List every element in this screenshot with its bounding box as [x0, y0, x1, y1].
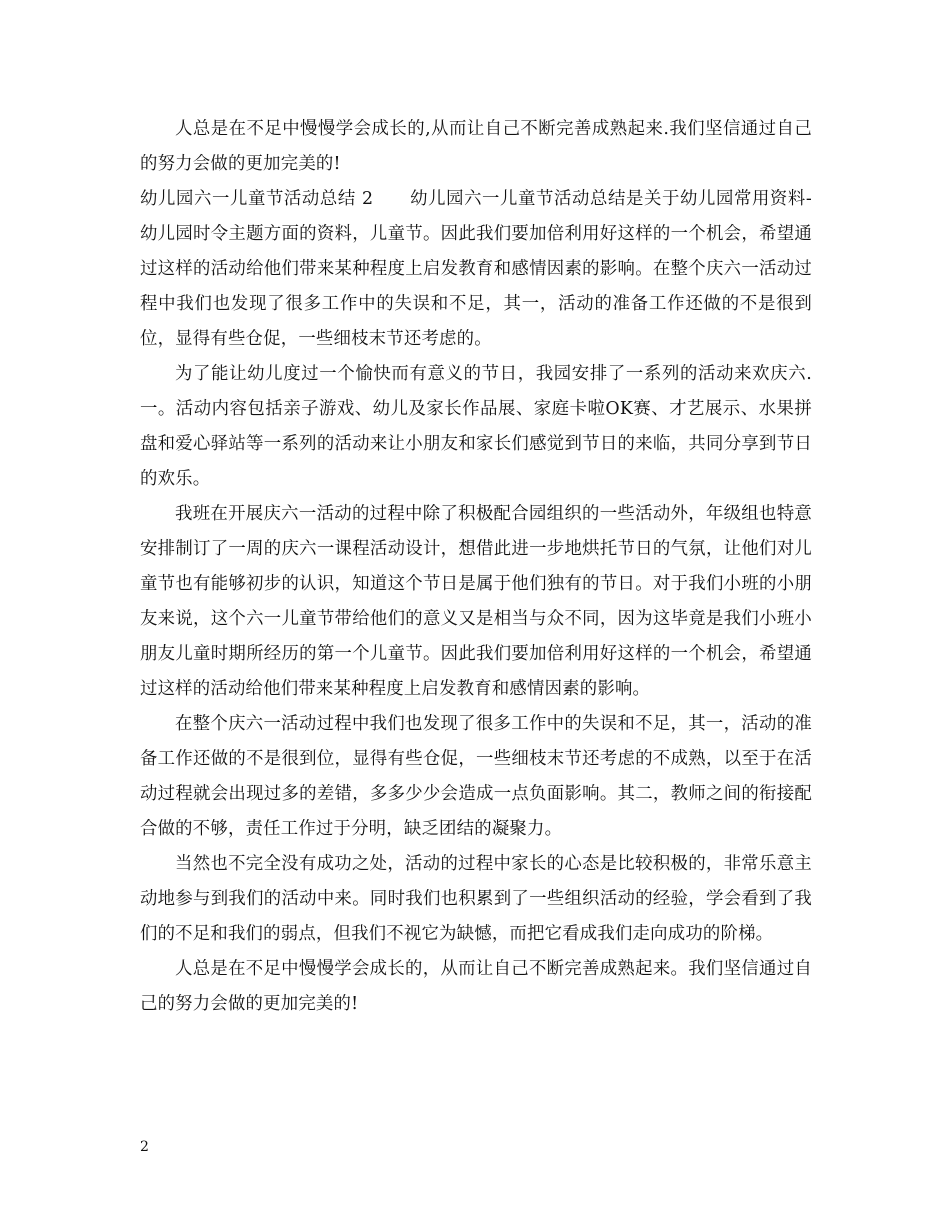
paragraph-6: 当然也不完全没有成功之处，活动的过程中家长的心态是比较积极的，非常乐意主动地参与到我们的活动中来。同时我们也积累到了一些组织活动的经验，学会看到了我们的不足和我们的弱点，但我们不视它为缺憾，而把它看成我们走向成功的阶梯。: [140, 854, 812, 944]
section-title: 幼儿园六一儿童节活动总结 2: [140, 189, 374, 209]
title-spacer: [373, 189, 410, 209]
page-number: 2: [140, 1139, 149, 1155]
document-body: [140, 112, 812, 1022]
paragraph-4: 我班在开展庆六一活动的过程中除了积极配合园组织的一些活动外，年级组也特意安排制订了一周的庆六一课程活动设计，想借此进一步地烘托节日的气氛，让他们对儿童节也有能够初步的认识，知道这个节日是属于他们独有的节日。对于我们小班的小朋友来说，这个六一儿童节带给他们的意义又是相当与众不同，因为这毕竟是我们小班小朋友儿童时期所经历的第一个儿童节。因此我们要加倍利用好这样的一个机会，希望通过这样的活动给他们带来某种程度上启发教育和感情因素的影响。: [140, 504, 812, 699]
paragraph-2: [140, 182, 812, 357]
paragraph-5: 在整个庆六一活动过程中我们也发现了很多工作中的失误和不足，其一，活动的准备工作还做的不是很到位，显得有些仓促，一些细枝末节还考虑的不成熟，以至于在活动过程就会出现过多的差错，多多少少会造成一点负面影响。其二，教师之间的衔接配合做的不够，责任工作过于分明，缺乏团结的凝聚力。: [140, 714, 812, 839]
paragraph-2-body: 幼儿园六一儿童节活动总结是关于幼儿园常用资料-幼儿园时令主题方面的资料，儿童节。因此我们要加倍利用好这样的一个机会，希望通过这样的活动给他们带来某种程度上启发教育和感情因素的影响。在整个庆六一活动过程中我们也发现了很多工作中的失误和不足，其一，活动的准备工作还做的不是很到位，显得有些仓促，一些细枝末节还考虑的。: [140, 189, 812, 349]
paragraph-3: 为了能让幼儿度过一个愉快而有意义的节日，我园安排了一系列的活动来欢庆六.一。活动内容包括亲子游戏、幼儿及家长作品展、家庭卡啦OK赛、才艺展示、水果拼盘和爱心驿站等一系列的活动来让小朋友和家长们感觉到节日的来临，共同分享到节日的欢乐。: [140, 364, 812, 489]
paragraph-7: 人总是在不足中慢慢学会成长的，从而让自己不断完善成熟起来。我们坚信通过自己的努力会做的更加完美的!: [140, 959, 812, 1014]
paragraph-1: 人总是在不足中慢慢学会成长的,从而让自己不断完善成熟起来.我们坚信通过自己的努力会做的更加完美的!: [140, 119, 812, 174]
